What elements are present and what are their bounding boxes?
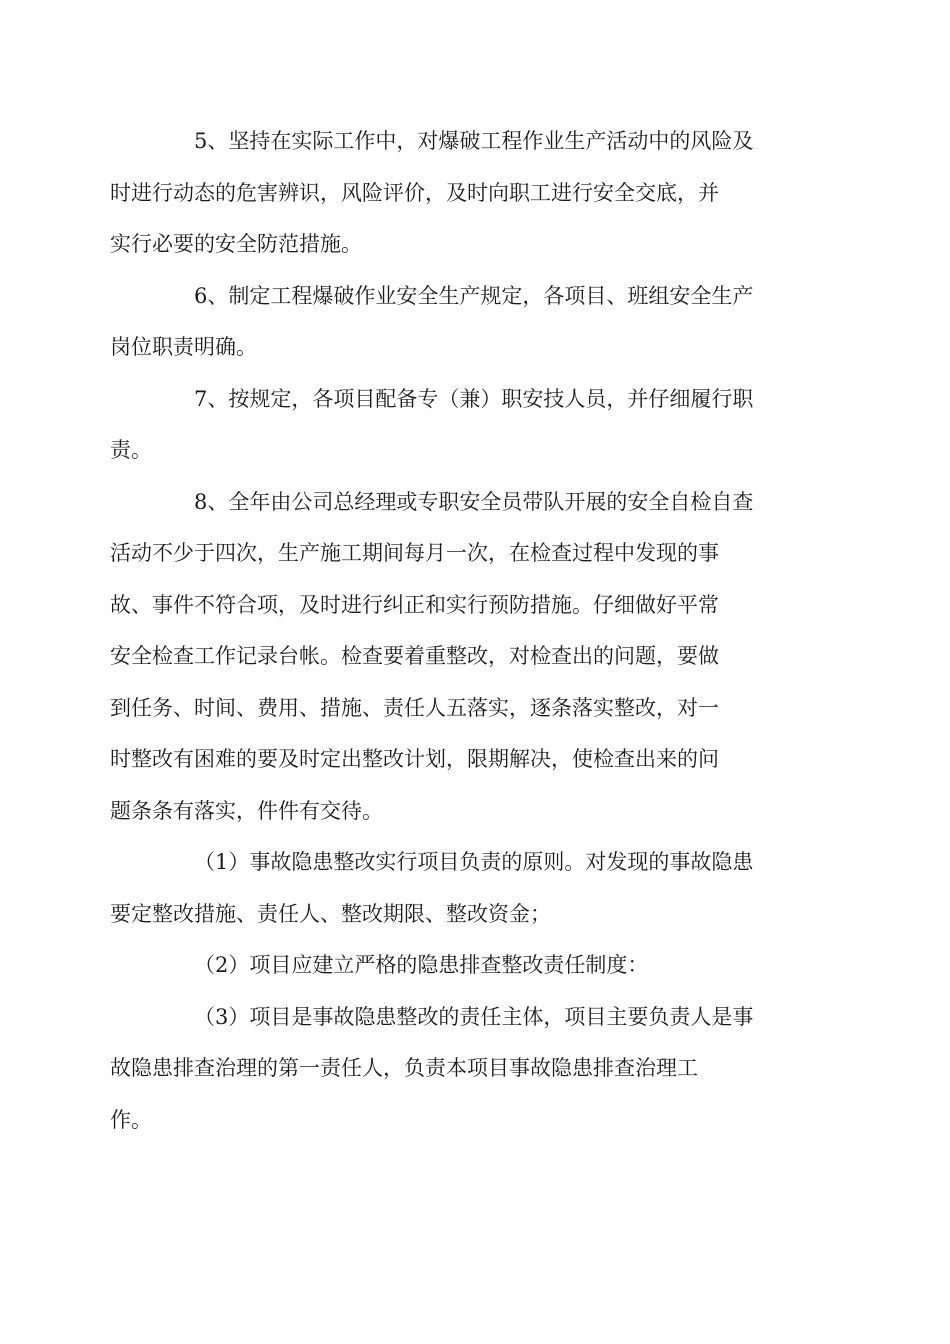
text-line: （3）项目是事故隐患整改的责任主体，项目主要负责人是事 xyxy=(194,1004,754,1029)
text-line: 实行必要的安全防范措施。 xyxy=(110,232,362,256)
paragraph-item-7 xyxy=(110,374,797,477)
text-line: 安全检查工作记录台帐。检查要着重整改，对检查出的问题，要做 xyxy=(110,644,719,668)
paragraph-subitem-2 xyxy=(152,940,797,992)
text-line: 岗位职责明确。 xyxy=(110,335,257,359)
text-line: 作。 xyxy=(110,1107,152,1132)
text-line: 活动不少于四次，生产施工期间每月一次，在检查过程中发现的事 xyxy=(110,541,719,565)
text-line: 责。 xyxy=(110,438,152,462)
text-line: （2）项目应建立严格的隐患排查整改责任制度： xyxy=(194,953,649,977)
text-line: 故、事件不符合项，及时进行纠正和实行预防措施。仔细做好平常 xyxy=(110,592,719,617)
text-line: 7、按规定，各项目配备专（兼）职安技人员，并仔细履行职 xyxy=(194,386,754,411)
paragraph-item-5 xyxy=(110,116,797,271)
text-line: 6、制定工程爆破作业安全生产规定，各项目、班组安全生产 xyxy=(194,283,754,308)
paragraph-item-6 xyxy=(110,271,797,374)
text-line: 到任务、时间、费用、措施、责任人五落实，逐条落实整改，对一 xyxy=(110,695,719,720)
text-line: 5、坚持在实际工作中，对爆破工程作业生产活动中的风险及 xyxy=(194,129,754,153)
paragraph-subitem-3 xyxy=(110,992,797,1147)
text-line: 时进行动态的危害辨识，风险评价，及时向职工进行安全交底，并 xyxy=(110,180,719,205)
text-line: 时整改有困难的要及时定出整改计划，限期解决，使检查出来的问 xyxy=(110,747,719,771)
text-line: （1）事故隐患整改实行项目负责的原则。对发现的事故隐患 xyxy=(194,850,754,874)
paragraph-subitem-1 xyxy=(110,837,797,940)
text-line: 故隐患排查治理的第一责任人，负责本项目事故隐患排查治理工 xyxy=(110,1056,698,1080)
paragraph-item-8 xyxy=(110,477,797,838)
text-line: 题条条有落实，件件有交待。 xyxy=(110,798,383,823)
text-line: 要定整改措施、责任人、整改期限、整改资金； xyxy=(110,901,551,926)
text-line: 8、全年由公司总经理或专职安全员带队开展的安全自检自查 xyxy=(194,489,754,514)
document-body xyxy=(110,116,797,1146)
